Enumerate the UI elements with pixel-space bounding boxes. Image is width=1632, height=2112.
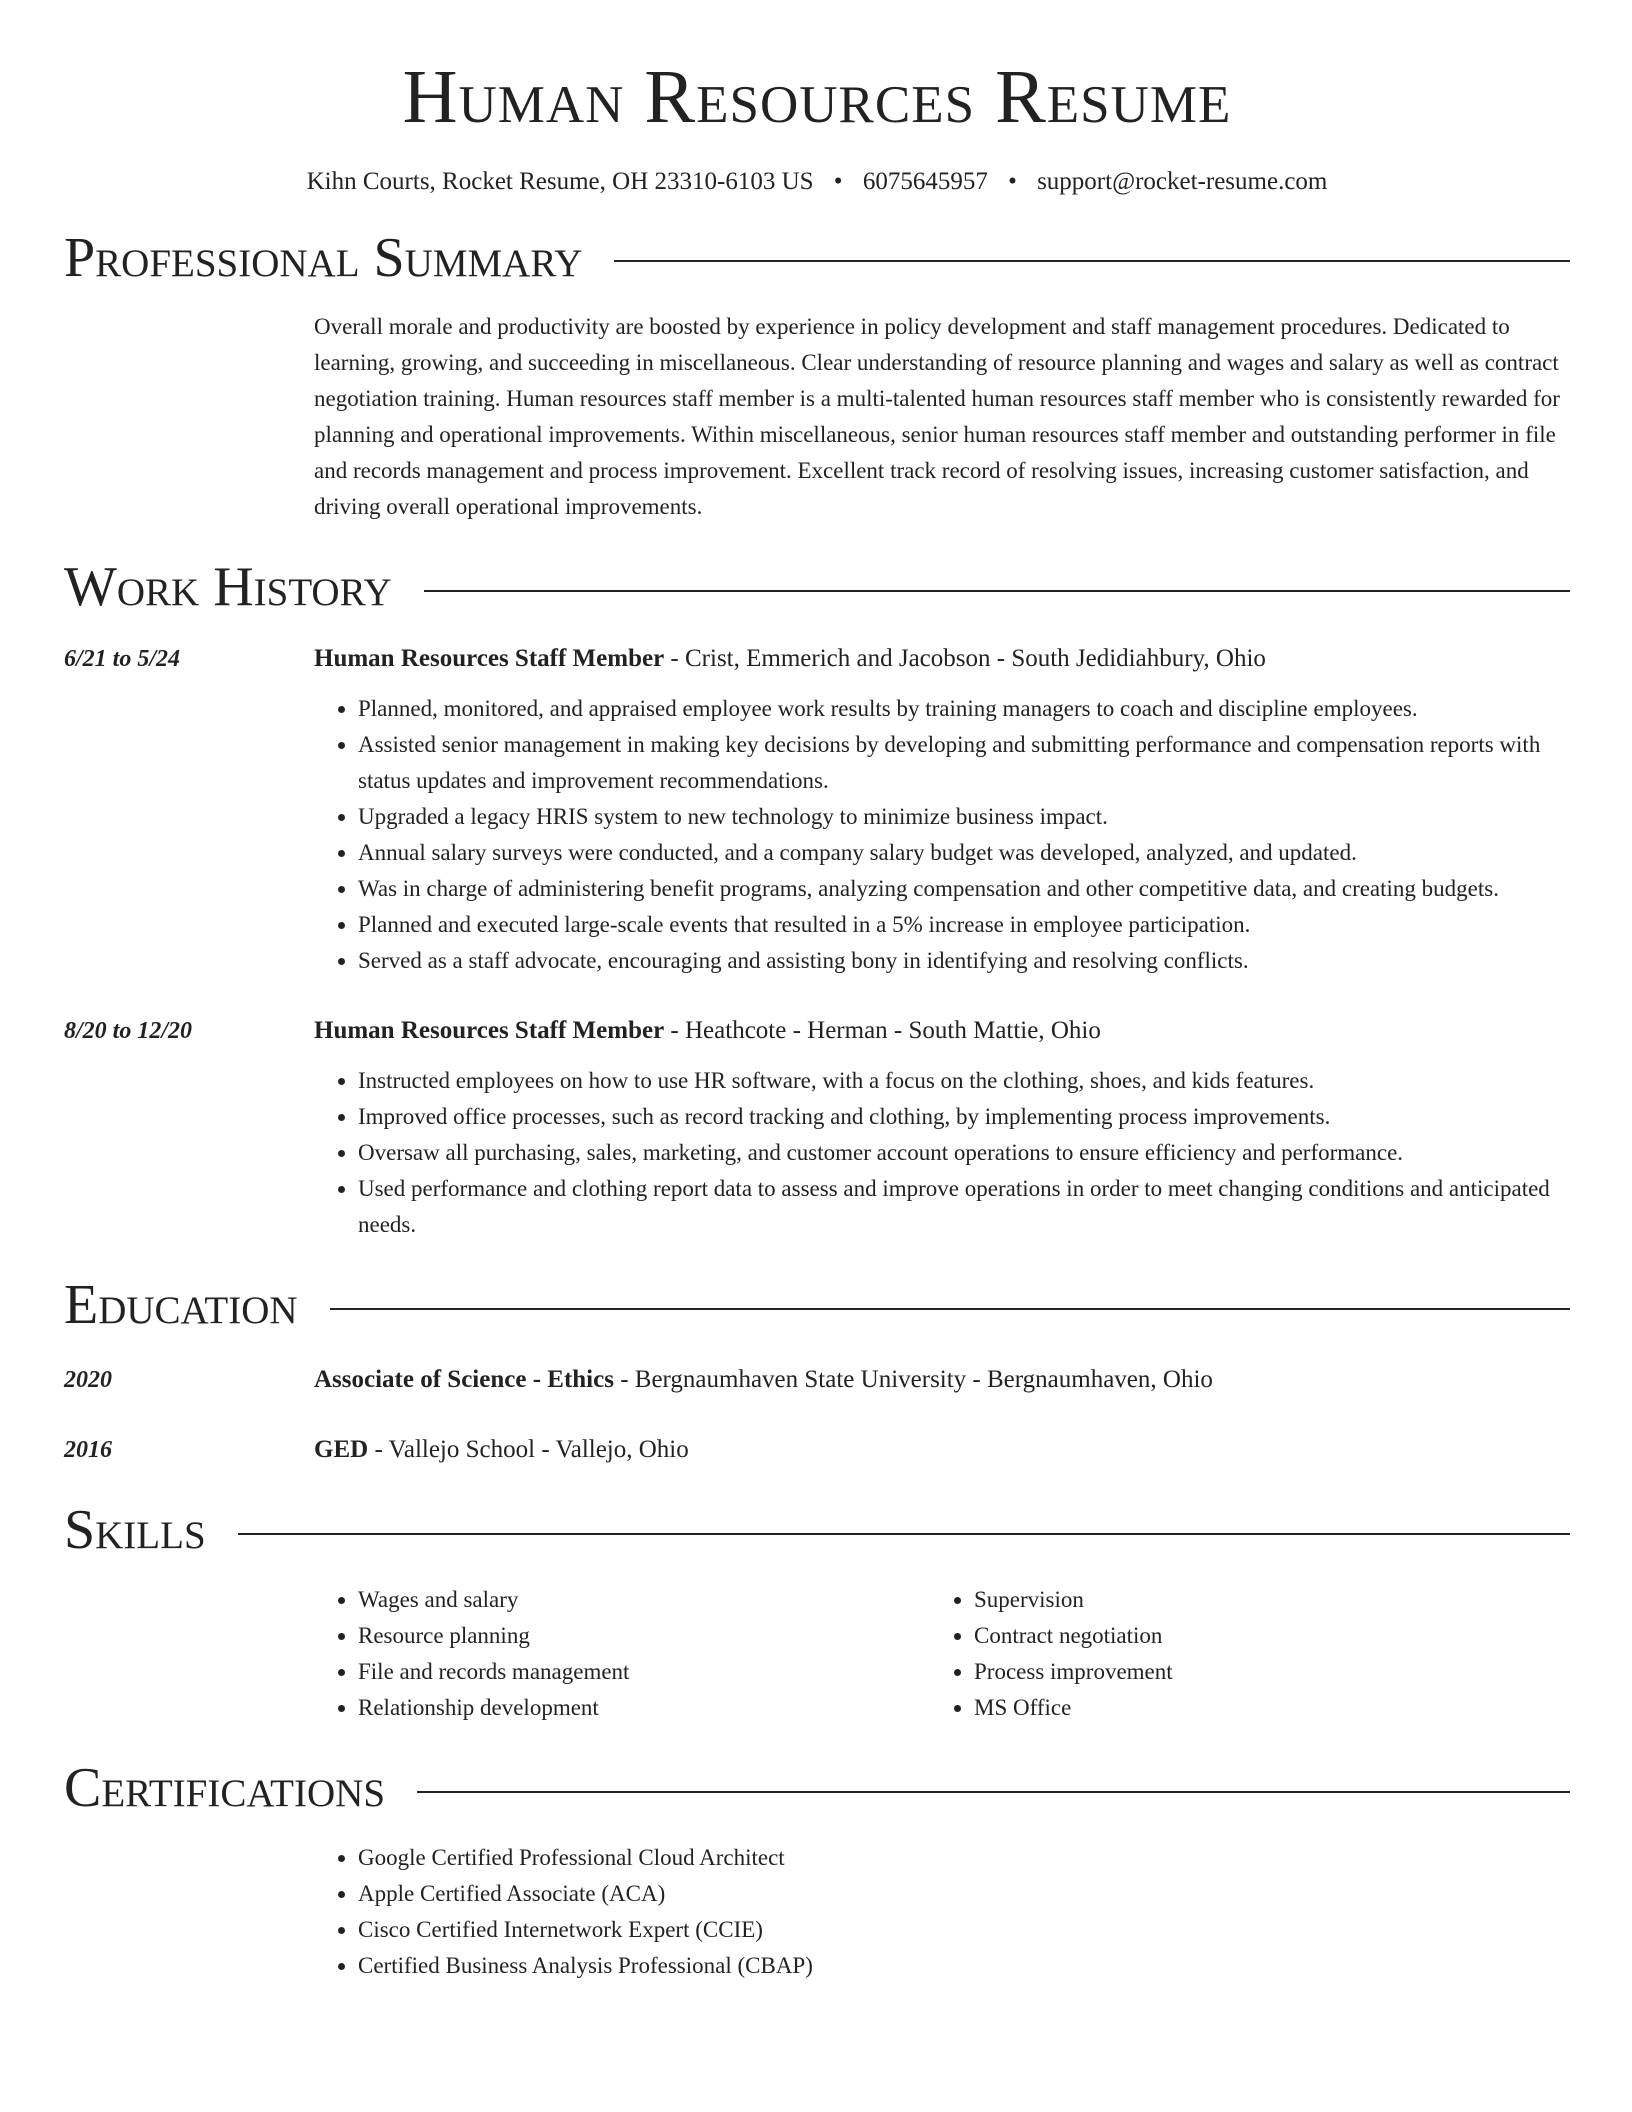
job-bullet: • Planned, monitored, and appraised employee work results by training managers to coach and discipline employees. <box>358 691 1570 727</box>
education-year: 2016 <box>64 1437 112 1464</box>
section-header-education <box>64 1275 1570 1337</box>
job-role: Human Resources Staff Member <box>314 644 665 672</box>
certification-item: • Google Certified Professional Cloud Architect <box>358 1840 1570 1876</box>
education-details: - Vallejo School - Vallejo, Ohio <box>368 1436 689 1464</box>
skill-item: • File and records management <box>358 1654 930 1690</box>
section-divider <box>330 1308 1570 1310</box>
job-dates: 8/20 to 12/20 <box>64 1017 193 1044</box>
contact-line <box>64 168 1570 196</box>
education-heading <box>314 1362 1570 1398</box>
skill-item: • Process improvement <box>974 1654 1546 1690</box>
job-bullet: • Served as a staff advocate, encouraging and assisting bony in identifying and resolving conflicts. <box>358 943 1570 979</box>
section-title-certifications: Certifications <box>64 1756 386 1819</box>
section-title-work: Work History <box>64 556 392 619</box>
skill-item: • Wages and salary <box>358 1582 930 1618</box>
education-heading <box>314 1432 1570 1468</box>
job-entry <box>64 641 1570 979</box>
education-year: 2020 <box>64 1367 112 1394</box>
job-bullets <box>314 1063 1570 1243</box>
education-entry <box>64 1362 1570 1398</box>
certifications-list <box>314 1840 1570 1984</box>
contact-address: Kihn Courts, Rocket Resume, OH 23310-6103 US <box>306 167 814 195</box>
job-entry <box>64 1013 1570 1243</box>
contact-phone: 6075645957 <box>862 167 988 195</box>
section-divider <box>238 1533 1570 1535</box>
skills-column-left <box>314 1582 930 1726</box>
section-divider <box>417 1791 1570 1793</box>
education-degree: GED <box>314 1436 369 1464</box>
skills-column-right <box>930 1582 1546 1726</box>
job-dates: 6/21 to 5/24 <box>64 645 181 672</box>
job-heading <box>314 1013 1570 1049</box>
certification-item: • Apple Certified Associate (ACA) <box>358 1876 1570 1912</box>
section-title-education: Education <box>64 1273 298 1336</box>
section-divider <box>424 590 1570 592</box>
job-bullet: • Upgraded a legacy HRIS system to new technology to minimize business impact. <box>358 799 1570 835</box>
contact-separator: • <box>1008 167 1017 195</box>
section-header-skills <box>64 1500 1570 1562</box>
certification-item: • Cisco Certified Internetwork Expert (CCIE) <box>358 1912 1570 1948</box>
skill-item: • Resource planning <box>358 1618 930 1654</box>
skill-item: • Contract negotiation <box>974 1618 1546 1654</box>
job-bullet: • Improved office processes, such as record tracking and clothing, by implementing process improvements. <box>358 1099 1570 1135</box>
contact-email: support@rocket-resume.com <box>1037 167 1328 195</box>
education-details: - Bergnaumhaven State University - Bergnaumhaven, Ohio <box>613 1366 1213 1394</box>
job-heading <box>314 641 1570 677</box>
job-details: - Heathcote - Herman - South Mattie, Ohio <box>664 1016 1101 1044</box>
certification-item: • Certified Business Analysis Professional (CBAP) <box>358 1948 1570 1984</box>
skills-list <box>314 1582 1570 1726</box>
skill-item: • MS Office <box>974 1690 1546 1726</box>
summary-text: Overall morale and productivity are boosted by experience in policy development and staff management procedures. Dedicated to learning, growing, and succeeding in miscellaneous. Clear understanding of resource planning and wages and salary as well as contract negotiation training. Human resources staff member is a multi-talented human resources staff member who is consistently rewarded for planning and operational improvements. Within miscellaneous, senior human resources staff member and outstanding performer in file and records management and process improvement. Excellent track record of resolving issues, increasing customer satisfaction, and driving overall operational improvements. <box>314 314 1560 520</box>
job-bullet: • Planned and executed large-scale events that resulted in a 5% increase in employee participation. <box>358 907 1570 943</box>
skill-item: • Supervision <box>974 1582 1546 1618</box>
education-entry <box>64 1432 1570 1468</box>
job-bullet: • Instructed employees on how to use HR software, with a focus on the clothing, shoes, and kids features. <box>358 1063 1570 1099</box>
contact-separator: • <box>833 167 843 195</box>
job-bullet: • Was in charge of administering benefit programs, analyzing compensation and other competitive data, and creating budgets. <box>358 871 1570 907</box>
job-bullets <box>314 691 1570 979</box>
section-header-summary <box>64 228 1570 290</box>
job-bullet: • Oversaw all purchasing, sales, marketing, and customer account operations to ensure efficiency and performance. <box>358 1135 1570 1171</box>
section-title-skills: Skills <box>64 1499 206 1562</box>
section-header-certifications <box>64 1758 1570 1820</box>
resume-title: Human Resources Resume <box>402 55 1232 139</box>
job-role: Human Resources Staff Member <box>314 1016 665 1044</box>
section-header-work <box>64 557 1570 619</box>
job-details: - Crist, Emmerich and Jacobson - South Jedidiahbury, Ohio <box>664 644 1266 672</box>
skill-item: • Relationship development <box>358 1690 930 1726</box>
job-bullet: • Assisted senior management in making key decisions by developing and submitting performance and compensation reports with status updates and improvement recommendations. <box>358 727 1570 799</box>
section-title-summary: Professional Summary <box>64 226 583 289</box>
section-divider <box>614 260 1570 262</box>
job-bullet: • Annual salary surveys were conducted, and a company salary budget was developed, analyzed, and updated. <box>358 835 1570 871</box>
job-bullet: • Used performance and clothing report data to assess and improve operations in order to meet changing conditions and anticipated needs. <box>358 1171 1570 1243</box>
education-degree: Associate of Science - Ethics <box>314 1366 614 1394</box>
